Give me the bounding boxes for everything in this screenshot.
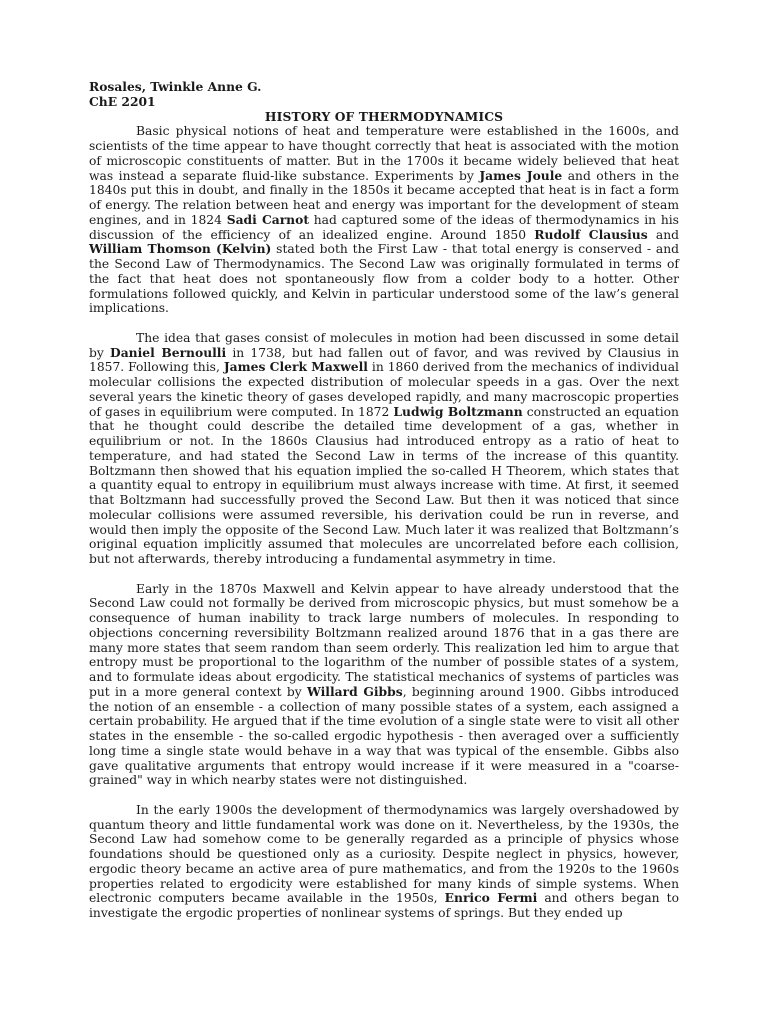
- paragraph-text: , beginning around 1900. Gibbs introduced the notion of an ensemble - a collection of many possible states of a system, each assigned a certain probability. He argued that if the time evolution of a single state were to visit all other states in the ensemble - the so-called ergodic hypothesis - then averaged over a sufficiently long time a single state would behave in a way that was typical of the ensemble. Gibbs also gave qualitative arguments that entropy would increase if it were measured in a "coarse-grained" way in which nearby states were not distinguished.: [89, 684, 679, 788]
- document-title: HISTORY OF THERMODYNAMICS: [264, 108, 504, 124]
- person-name: Rudolf Clausius: [534, 226, 648, 242]
- person-name: James Joule: [479, 167, 563, 183]
- person-name: Ludwig Boltzmann: [393, 403, 523, 419]
- document-page: [89, 80, 679, 921]
- paragraph-text: constructed an equation that he thought could describe the detailed time development of a gas, whether in equilibrium or not. In the 1860s Clausius had introduced entropy as a ratio of heat to temperature, and had stated the Second Law in terms of the increase of this quantity. Boltzmann then showed that his equation implied the so-called H Theorem, which states that a quantity equal to entropy in equilibrium must always increase with time. At first, it seemed that Boltzmann had successfully proved the Second Law. But then it was noticed that since molecular collisions were assumed reversible, his derivation could be run in reverse, and would then imply the opposite of the Second Law. Much later it was realized that Boltzmann’s original equation implicitly assumed that molecules are uncorrelated before each collision, but not afterwards, thereby introducing a fundamental asymmetry in time.: [89, 404, 679, 566]
- person-name: Daniel Bernoulli: [110, 344, 227, 360]
- paragraph-text: Early in the 1870s Maxwell and Kelvin appear to have already understood that the Second Law could not formally be derived from microscopic physics, but must somehow be a consequence of human inability to track large numbers of molecules. In responding to objections concerning reversibility Boltzmann realized around 1876 that in a gas there are many more states that seem random than seem orderly. This realization led him to argue that entropy must be proportional to the logarithm of the number of possible states of a system, and to formulate ideas about ergodicity. The statistical mechanics of systems of particles was put in a more general context by: [89, 581, 679, 699]
- paragraph-4: [89, 803, 679, 921]
- course-code: ChE 2201: [89, 93, 156, 109]
- paragraph-text: Basic physical notions of heat and temperature were established in the 1600s, and scientists of the time appear to have thought correctly that heat is associated with the motion of microscopic constituents of matter. But in the 1700s it became widely believed that heat was instead a separate fluid-like substance. Experiments by: [89, 124, 679, 183]
- paragraph-text: had captured some of the ideas of thermodynamics in his discussion of the efficiency of an idealized engine. Around 1850: [89, 212, 679, 242]
- paragraph-text: stated both the First Law - that total energy is conserved - and the Second Law of Thermodynamics. The Second Law was originally formulated in terms of the fact that heat does not spontaneously flow from a colder body to a hotter. Other formulations followed quickly, and Kelvin in particular understood some of the law’s general implications.: [89, 242, 680, 316]
- paragraph-2: [89, 331, 679, 567]
- person-name: William Thomson (Kelvin): [89, 241, 272, 257]
- paragraph-3: [89, 582, 679, 789]
- paragraph-text: The idea that gases consist of molecules in motion had been discussed in some detail by: [89, 330, 679, 360]
- person-name: Enrico Fermi: [444, 890, 538, 906]
- person-name: James Clerk Maxwell: [223, 359, 368, 375]
- paragraph-text: and others began to investigate the ergodic properties of nonlinear systems of springs. But they ended up: [89, 891, 679, 920]
- paragraph-text: and others in the 1840s put this in doubt, and finally in the 1850s it became accepted that heat is in fact a form of energy. The relation between heat and energy was important for the development of steam engines, and in 1824: [89, 168, 679, 227]
- paragraph-text: in 1860 derived from the mechanics of individual molecular collisions the expected distribution of molecular speeds in a gas. Over the next several years the kinetic theory of gases developed rapidly, and many macroscopic properties of gases in equilibrium were computed. In 1872: [89, 360, 679, 419]
- person-name: Sadi Carnot: [226, 211, 309, 227]
- person-name: Willard Gibbs: [307, 683, 403, 699]
- body-text: [89, 124, 679, 921]
- paragraph-text: in 1738, but had fallen out of favor, and was revived by Clausius in 1857. Following this,: [89, 345, 679, 375]
- paragraph-1: [89, 124, 679, 316]
- paragraph-text: and: [647, 227, 679, 242]
- author-name: Rosales, Twinkle Anne G.: [89, 79, 262, 94]
- paragraph-text: In the early 1900s the development of thermodynamics was largely overshadowed by quantum theory and little fundamental work was done on it. Nevertheless, by the 1930s, the Second Law had somehow come to be generally regarded as a principle of physics whose foundations should be questioned only as a curiosity. Despite neglect in physics, however, ergodic theory became an active area of pure mathematics, and from the 1920s to the 1960s properties related to ergodicity were established for many kinds of simple systems. When electronic computers became available in the 1950s,: [89, 802, 679, 906]
